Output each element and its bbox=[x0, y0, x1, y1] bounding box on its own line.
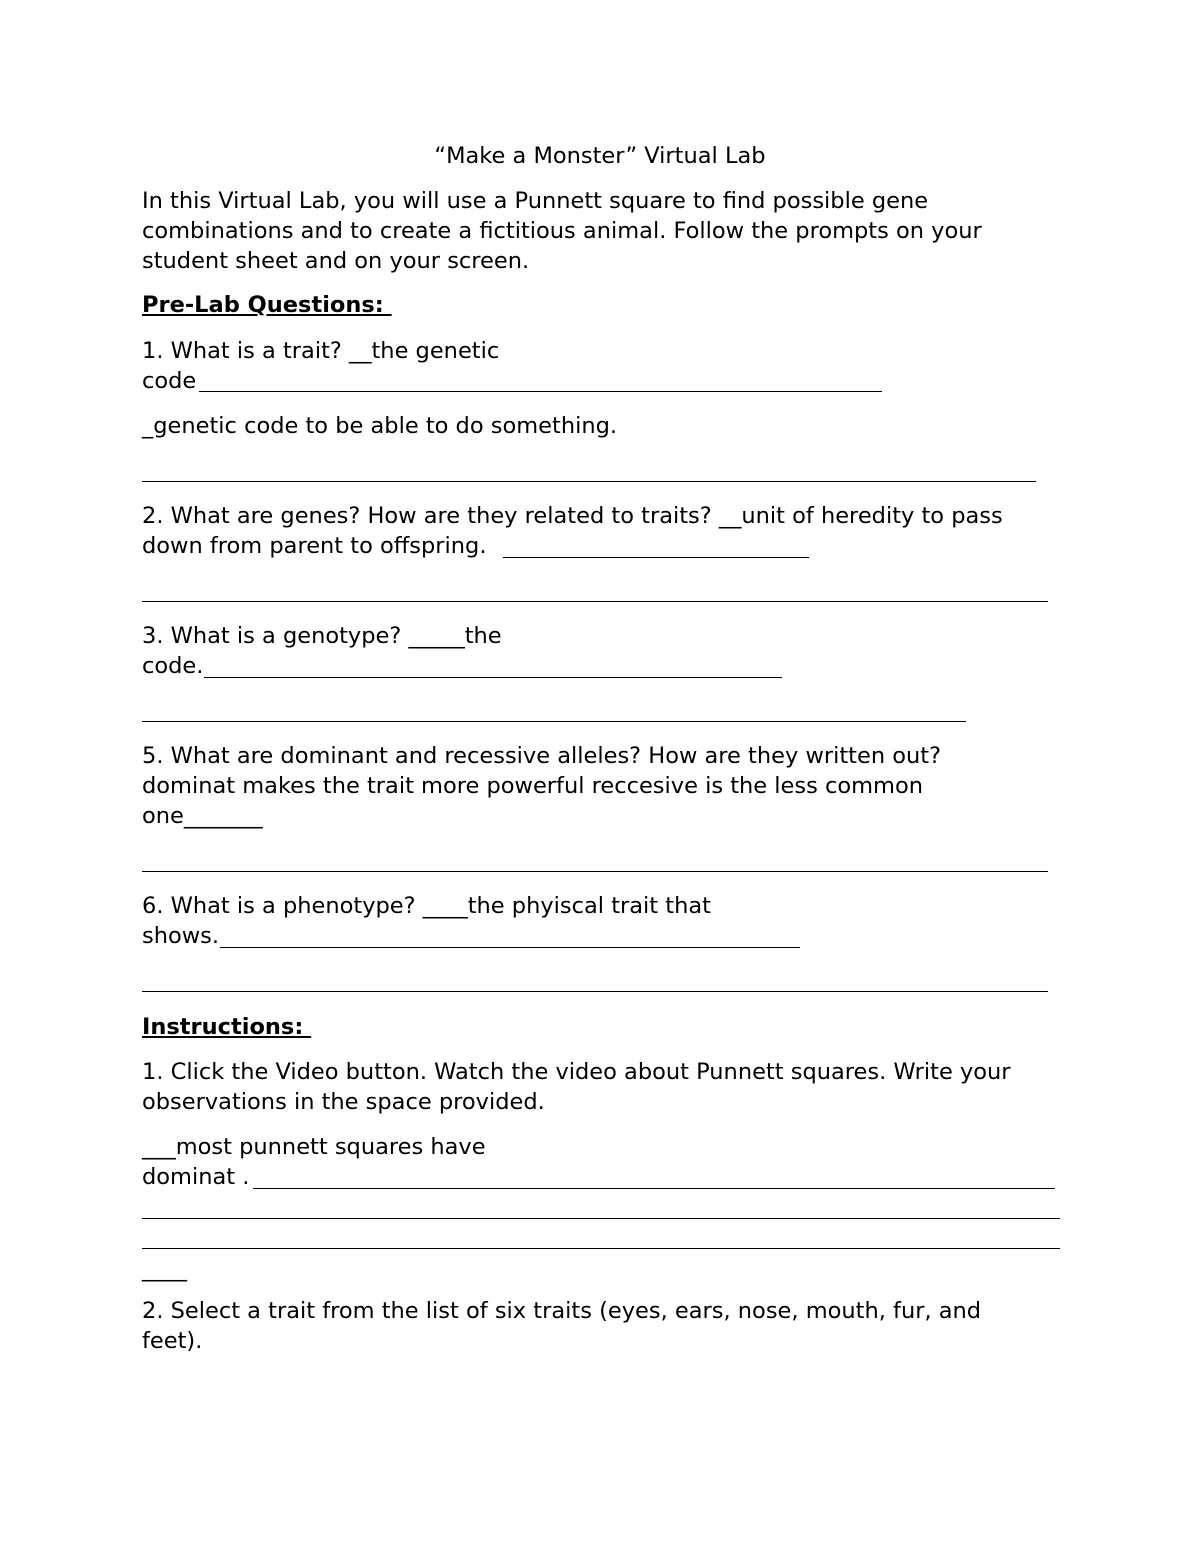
q5-line-1: 5. What are dominant and recessive alleles? How are they written out? bbox=[142, 743, 942, 769]
q6-answer-line bbox=[142, 991, 1048, 992]
observation-line-1: ___most punnett squares have bbox=[142, 1134, 486, 1160]
q2-line-1: 2. What are genes? How are they related to traits? __unit of heredity to pass bbox=[142, 503, 1003, 529]
q2-line-2: down from parent to offspring. bbox=[142, 533, 487, 559]
document-title: “Make a Monster” Virtual Lab bbox=[434, 143, 766, 169]
q1-answer-blank bbox=[199, 391, 882, 392]
observation-line-5: ____ bbox=[142, 1256, 187, 1282]
instruction-1-line-1: 1. Click the Video button. Watch the video about Punnett squares. Write your bbox=[142, 1059, 1011, 1085]
q5-answer-line bbox=[142, 871, 1048, 872]
q1-line-1: 1. What is a trait? __the genetic bbox=[142, 338, 500, 364]
observation-blank-3 bbox=[142, 1248, 1060, 1249]
q2-answer-line bbox=[142, 601, 1048, 602]
observation-blank-1 bbox=[253, 1188, 1055, 1189]
q5-line-3: one_______ bbox=[142, 803, 263, 829]
q3-answer-blank bbox=[204, 677, 782, 678]
instructions-heading: Instructions: bbox=[142, 1014, 312, 1040]
observation-blank-2 bbox=[142, 1218, 1060, 1219]
q6-line-1: 6. What is a phenotype? ____the phyiscal trait that bbox=[142, 893, 711, 919]
q3-line-2: code. bbox=[142, 653, 204, 679]
instruction-1-line-2: observations in the space provided. bbox=[142, 1089, 545, 1115]
intro-line-2: combinations and to create a fictitious animal. Follow the prompts on your bbox=[142, 218, 982, 244]
instruction-2-line-2: feet). bbox=[142, 1328, 203, 1354]
q1-line-2: code bbox=[142, 368, 197, 394]
intro-line-1: In this Virtual Lab, you will use a Punnett square to find possible gene bbox=[142, 188, 929, 214]
q6-answer-blank bbox=[220, 947, 800, 948]
intro-line-3: student sheet and on your screen. bbox=[142, 248, 530, 274]
q3-line-1: 3. What is a genotype? _____the bbox=[142, 623, 502, 649]
q6-line-2: shows. bbox=[142, 923, 220, 949]
q2-answer-blank bbox=[503, 557, 809, 558]
q3-answer-line bbox=[142, 721, 966, 722]
observation-line-2: dominat . bbox=[142, 1164, 250, 1190]
q1-answer: _genetic code to be able to do something. bbox=[142, 413, 618, 439]
q5-line-2: dominat makes the trait more powerful reccesive is the less common bbox=[142, 773, 923, 799]
q1-answer-line bbox=[142, 481, 1036, 482]
instruction-2-line-1: 2. Select a trait from the list of six traits (eyes, ears, nose, mouth, fur, and bbox=[142, 1298, 982, 1324]
prelab-heading: Pre-Lab Questions: bbox=[142, 292, 392, 318]
